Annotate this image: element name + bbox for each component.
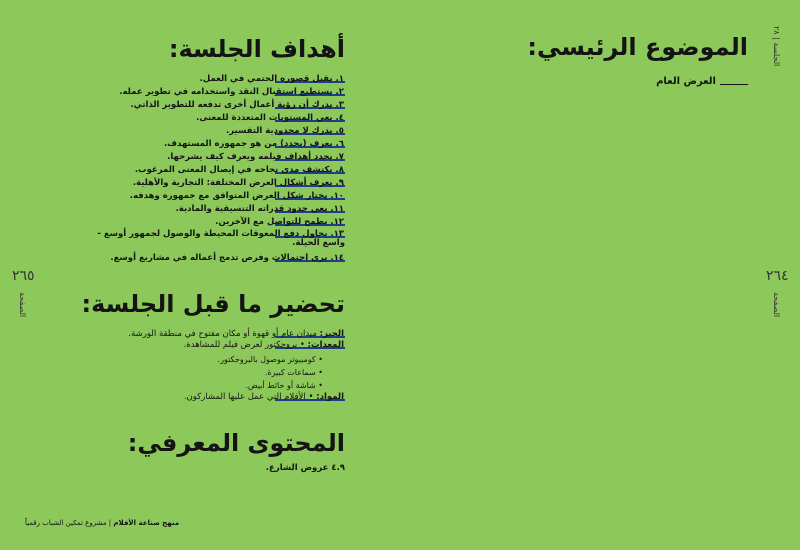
goal-item: ١١. يعي حدود قدراته التنسيقية والمادية. [175, 204, 344, 214]
goal-item: ١٣. يحاول دفع المعوقات المحيطة والوصول لجمهور أوسع - [97, 229, 344, 239]
prep-title: تحضير ما قبل الجلسة: [81, 290, 345, 318]
goal-item: ١٢. يطمح للتواصل مع الآخرين. [215, 217, 344, 227]
goal-item: ٧. يحدد أهداف فيلمه ويعرف كيف يشرحها. [167, 152, 344, 162]
goal-item: ٢. يستطيع استقبال النقد واستخدامه في تطوير عمله. [119, 87, 344, 97]
goal-item: ١٠. يختار شكل العرض المتوافق مع جمهوره وهدفه. [129, 191, 344, 201]
left-page-number: ٢٦٥ [12, 268, 35, 284]
left-page-label: الصفحة [18, 292, 27, 318]
main-topic-rule [720, 84, 748, 85]
footer-project: | مشروع تمكين الشباب رقمياً [25, 519, 114, 527]
right-page-number: ٢٦٤ [766, 268, 789, 284]
prep-materials [45, 392, 345, 405]
right-page-label: الصفحة [772, 292, 781, 318]
goal-item: ٦. يعرف (يحدد) من هو جمهوره المستهدف. [163, 139, 344, 149]
goals-title: أهداف الجلسة: [168, 35, 345, 63]
equipment-sub-item: • كومبيوتر موصول بالبروجكتور. [217, 355, 323, 364]
goal-item: ١. يقبل قصوره الحتمي في العمل. [199, 74, 344, 84]
footer [25, 519, 179, 527]
space-label: الحيز: [319, 329, 344, 339]
goal-13-continuation: واسع الحيلة. [292, 238, 345, 248]
equipment-sub-item: • شاشة أو حائط أبيض. [245, 381, 323, 390]
goal-item: ٨. يكتشف مدى نجاحه في إيصال المعنى المرغوب. [134, 165, 344, 175]
equipment-label: المعدات: [307, 340, 344, 350]
session-vertical-label: الجلسة | ٢٨ [772, 26, 781, 67]
space-text: ميدان عام أو قهوة أو مكان مفتوح في منطقة الورشة. [128, 329, 317, 339]
prep-equipment [45, 340, 345, 353]
main-topic-item: العرض العام [598, 76, 748, 90]
equipment-text: • بروجكتور لعرض فيلم للمشاهدة. [183, 340, 305, 350]
goal-item: ٣. يدرك أن رؤية أعمال أخرى تدفعه للتطوير الذاتي. [130, 100, 344, 110]
knowledge-title: المحتوى المعرفي: [127, 429, 345, 457]
main-topic-title: الموضوع الرئيسي: [527, 33, 748, 61]
goal-item: ٩. يعرف أشكال العرض المختلفة: التجارية والأهلية. [132, 178, 344, 188]
knowledge-item: ٤.٩ عروض الشارع. [265, 463, 345, 473]
materials-label: المواد: [316, 392, 344, 402]
goal-item: ٤. يعي المستويات المتعددة للمعنى. [196, 113, 344, 123]
footer-title: منهج صناعة الأفلام [113, 519, 180, 527]
goal-item-14: ١٤. يرى احتمالات وفرص تدمج أعماله في مشاريع أوسع. [110, 253, 344, 263]
goal-item: ٥. يدرك لا محدودية التفسير. [225, 126, 344, 136]
equipment-sub-item: • سماعات كبيرة. [264, 368, 323, 377]
materials-text: • الأفلام التي عمل عليها المشاركون. [183, 392, 314, 402]
